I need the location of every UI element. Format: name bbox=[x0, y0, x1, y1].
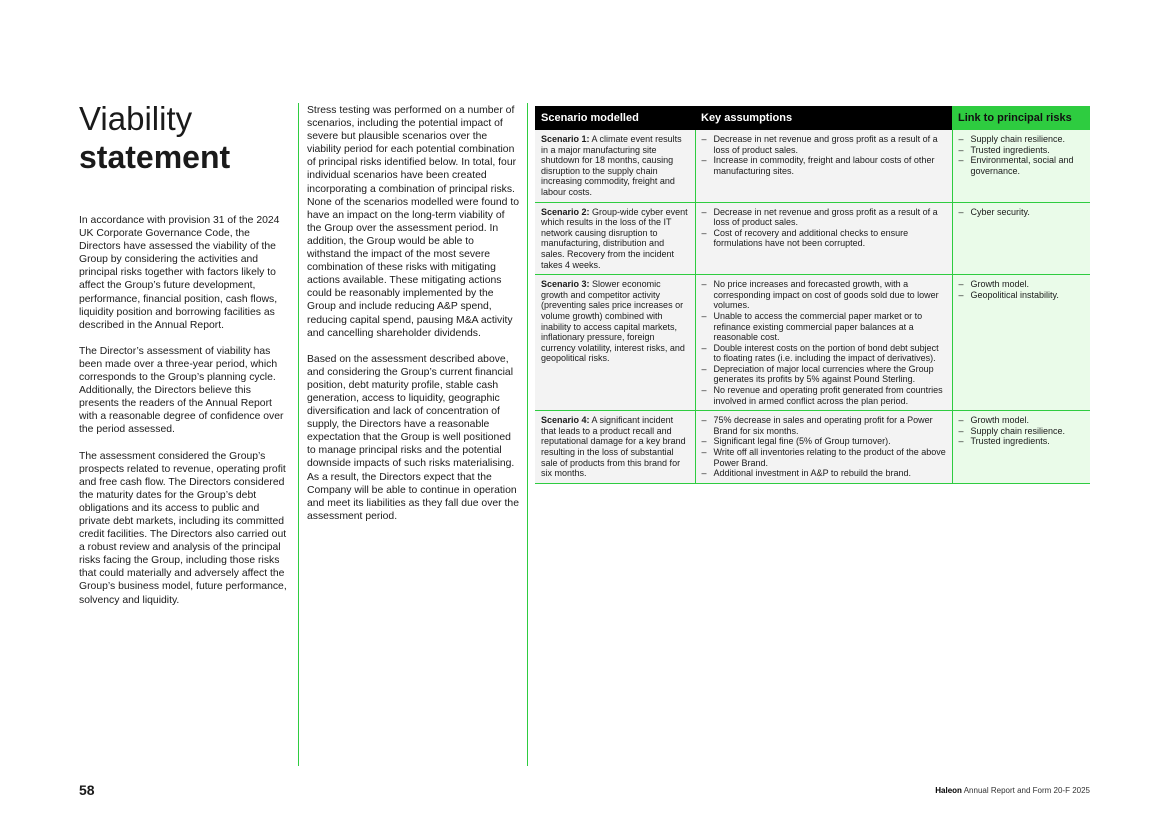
risks-cell bbox=[952, 411, 1090, 484]
paragraph: Stress testing was performed on a number of scenarios, including the potential impact of severe but plausible scenarios over the viability period for each potential combination of principal risks identified below. In total, four individual scenarios have been created incorporating a combination of principal risks. None of the scenarios modelled were found to have an impact on the long-term viability of the Group over the assessment period. In addition, the Group would be able to withstand the impact of the most severe combination of these risks with mitigating actions available. These mitigating actions could be reasonably implemented by the Group and include reducing A&P spend, reducing capital spend, pausing M&A activity and cancelling shareholder dividends. bbox=[307, 105, 519, 339]
assumptions-cell bbox=[695, 202, 952, 275]
table-row bbox=[535, 411, 1090, 484]
list-item: – Significant legal fine (5% of Group turnover). bbox=[702, 436, 947, 447]
header-assumptions: Key assumptions bbox=[695, 106, 952, 130]
paragraph: In accordance with provision 31 of the 2024 UK Corporate Governance Code, the Directors have assessed the viability of the Group by considering the activities and principal risks together with factors likely to affect the Group’s future development, performance, financial position, cash flows, liquidity position and borrowing facilities as described in the Annual Report. bbox=[79, 215, 280, 331]
list-item: – Growth model. bbox=[959, 279, 1086, 290]
scenario-label: Scenario 2: bbox=[541, 206, 590, 217]
scenario-table bbox=[535, 106, 1090, 484]
risks-cell bbox=[952, 130, 1090, 202]
list-item: – Increase in commodity, freight and labour costs of other manufacturing sites. bbox=[702, 155, 947, 176]
brand-name: Haleon bbox=[935, 786, 962, 795]
assumptions-cell bbox=[695, 411, 952, 484]
list-item: – Additional investment in A&P to rebuild the brand. bbox=[702, 468, 947, 479]
page-number: 58 bbox=[79, 782, 95, 798]
table-row bbox=[535, 202, 1090, 275]
scenario-desc: A significant incident that leads to a product recall and reputational damage for a key brand resulting in the loss of substantial sale of products from this brand for six months. bbox=[541, 415, 686, 479]
list-item: – Trusted ingredients. bbox=[959, 436, 1086, 447]
scenario-desc: Slower economic growth and competitor activity (preventing sales price increases or volume growth) combined with inability to access capital markets, inflationary pressure, foreign currency volatility, interest risks, and geopolitical risks. bbox=[541, 279, 685, 364]
list-item: – Decrease in net revenue and gross profit as a result of a loss of product sales. bbox=[702, 134, 947, 155]
list-item: – Write off all inventories relating to the product of the above Power Brand. bbox=[702, 447, 947, 468]
list-item: – Environmental, social and governance. bbox=[959, 155, 1086, 176]
list-item: – No price increases and forecasted growth, with a corresponding impact on cost of goods sold due to lower volumes. bbox=[702, 279, 947, 311]
list-item: – Unable to access the commercial paper market or to refinance existing commercial paper balances at a reasonable cost. bbox=[702, 311, 947, 343]
scenario-cell bbox=[535, 275, 695, 411]
risks-cell bbox=[952, 202, 1090, 275]
scenario-cell bbox=[535, 411, 695, 484]
paragraph: Based on the assessment described above, and considering the Group’s current financial position, debt maturity profile, stable cash generation, access to liquidity, geographic diversification and lack of concentration of supply, the Directors have a reasonable expectation that the Group is well positioned to manage principal risks and the potential downside impacts of such risks materialising. As a result, the Directors expect that the Company will be able to continue in operation and meet its liabilities as they fall due over the assessment period. bbox=[307, 353, 519, 522]
list-item: – Geopolitical instability. bbox=[959, 290, 1086, 301]
scenario-label: Scenario 1: bbox=[541, 134, 590, 144]
column-divider bbox=[298, 103, 299, 766]
column-divider bbox=[527, 103, 528, 766]
stress-testing-column bbox=[307, 104, 519, 536]
list-item: – Cyber security. bbox=[959, 207, 1086, 218]
report-title: Annual Report and Form 20-F 2025 bbox=[963, 786, 1090, 795]
header-scenario: Scenario modelled bbox=[535, 106, 695, 130]
list-item: – Supply chain resilience. bbox=[959, 426, 1086, 437]
scenario-label: Scenario 4: bbox=[541, 415, 590, 426]
scenario-cell bbox=[535, 130, 695, 202]
scenario-desc: A climate event results in a major manufacturing site shutdown for 18 months, causing disruption to the supply chain increasing commodity, freight and labour costs. bbox=[541, 134, 682, 197]
list-item: – Double interest costs on the portion of bond debt subject to floating rates (i.e. including the impact of derivatives). bbox=[702, 343, 947, 364]
list-item: – Decrease in net revenue and gross profit as a result of a loss of product sales. bbox=[702, 207, 947, 228]
footer-brand-line bbox=[935, 786, 1090, 795]
title-line-1: Viability bbox=[79, 100, 193, 137]
list-item: – Supply chain resilience. bbox=[959, 134, 1086, 145]
assumptions-cell bbox=[695, 130, 952, 202]
list-item: – Trusted ingredients. bbox=[959, 145, 1086, 156]
list-item: – Cost of recovery and additional checks to ensure formulations have not been corrupted. bbox=[702, 228, 947, 249]
paragraph: The Director’s assessment of viability has been made over a three-year period, which corresponds to the Group’s planning cycle. Additionally, the Directors believe this presents the readers of the Annual Report with a reasonable degree of confidence over the period assessed. bbox=[79, 345, 284, 436]
list-item: – 75% decrease in sales and operating profit for a Power Brand for six months. bbox=[702, 415, 947, 436]
scenario-label: Scenario 3: bbox=[541, 279, 590, 290]
paragraph: The assessment considered the Group’s prospects related to revenue, operating profit and free cash flow. The Directors considered the maturity dates for the Group’s debt obligations and its access to public and private debt markets, including its committed credit facilities. The Directors also carried out a robust review and analysis of the principal risks facing the Group, including those risks that could materially and adversely affect the Group’s business model, future performance, solvency and liquidity. bbox=[79, 450, 287, 606]
scenario-desc: Group-wide cyber event which results in the loss of the IT network causing disruption to manufacturing, distribution and sales. Recovery from the incident takes 4 weeks. bbox=[541, 206, 688, 270]
header-risks: Link to principal risks bbox=[952, 106, 1090, 130]
table-row bbox=[535, 130, 1090, 202]
scenario-cell bbox=[535, 202, 695, 275]
list-item: – Growth model. bbox=[959, 415, 1086, 426]
intro-column bbox=[79, 214, 293, 620]
title-line-2: statement bbox=[79, 139, 231, 175]
table-header-row bbox=[535, 106, 1090, 130]
assumptions-cell bbox=[695, 275, 952, 411]
page-title bbox=[79, 100, 294, 176]
table-row bbox=[535, 275, 1090, 411]
risks-cell bbox=[952, 275, 1090, 411]
list-item: – No revenue and operating profit generated from countries involved in armed conflict across the plan period. bbox=[702, 385, 947, 406]
list-item: – Depreciation of major local currencies where the Group generates its profits by 5% against Pound Sterling. bbox=[702, 364, 947, 385]
